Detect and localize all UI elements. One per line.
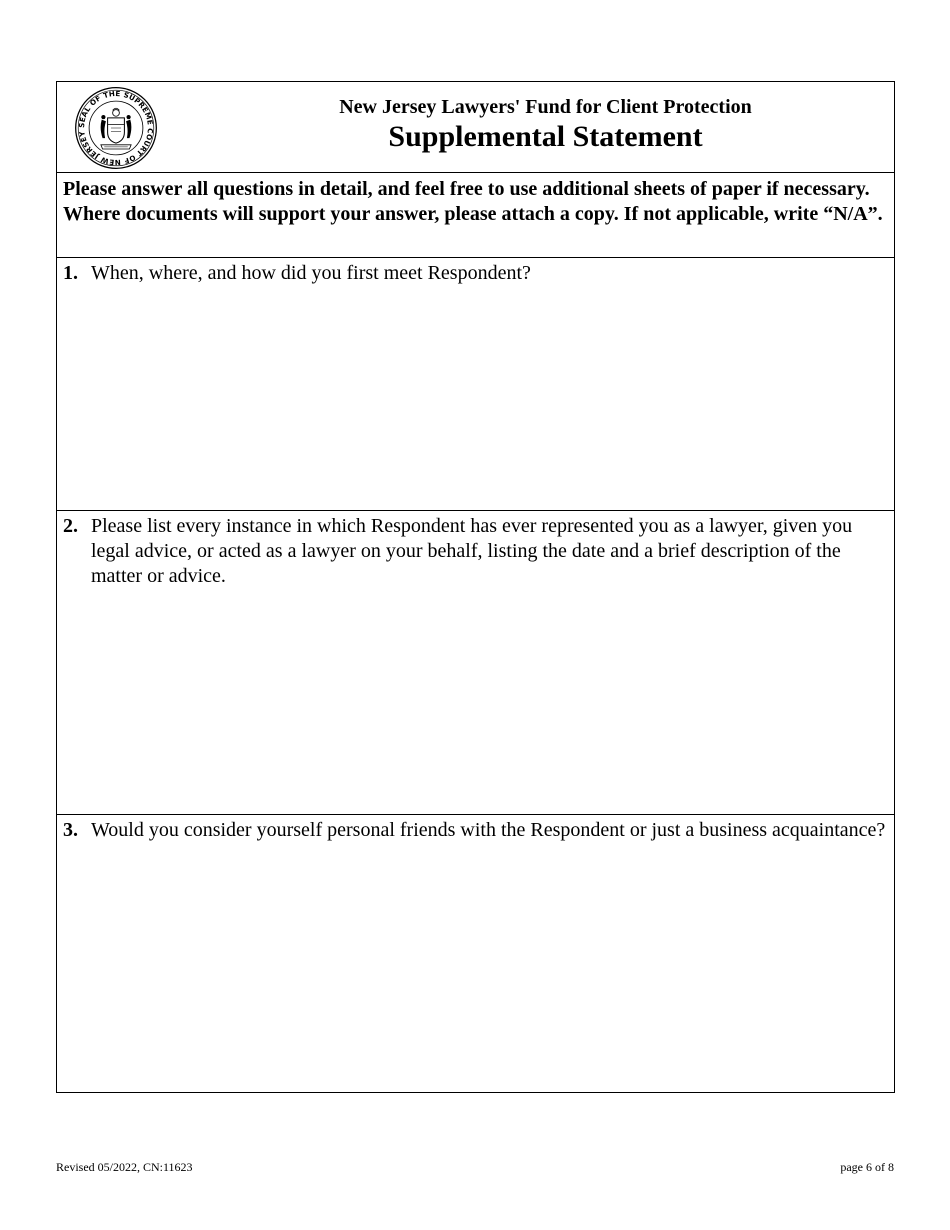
answer-field-3[interactable] xyxy=(63,875,888,1086)
organization-name: New Jersey Lawyers' Fund for Client Protection xyxy=(339,96,752,118)
page-number: page 6 of 8 xyxy=(840,1160,894,1174)
question-number: 3. xyxy=(63,819,78,841)
question-3 xyxy=(57,815,894,1092)
court-seal-icon xyxy=(74,86,158,170)
question-2 xyxy=(57,511,894,815)
seal-lettering: SEAL OF THE SUPREME COURT OF NEW JERSEY xyxy=(76,88,156,168)
supplemental-statement-form xyxy=(56,81,895,1093)
revision-note: Revised 05/2022, CN:11623 xyxy=(56,1160,193,1174)
instructions: Please answer all questions in detail, and feel free to use additional sheets of paper if necessary. Where documents will support your answer, please attach a copy. If not applicable, write “N/A”. xyxy=(57,173,894,258)
question-text: Please list every instance in which Respondent has ever represented you as a lawyer, given you legal advice, or acted as a lawyer on your behalf, listing the date and a brief description of the matter or advice. xyxy=(91,515,853,587)
question-text: When, where, and how did you first meet Respondent? xyxy=(91,262,531,284)
question-number: 2. xyxy=(63,515,78,537)
question-1 xyxy=(57,258,894,511)
answer-field-2[interactable] xyxy=(63,596,888,808)
answer-field-1[interactable] xyxy=(63,318,888,504)
question-text: Would you consider yourself personal friends with the Respondent or just a business acquaintance? xyxy=(91,819,886,841)
question-number: 1. xyxy=(63,262,78,284)
form-title: Supplemental Statement xyxy=(388,120,703,153)
form-header xyxy=(57,82,894,173)
